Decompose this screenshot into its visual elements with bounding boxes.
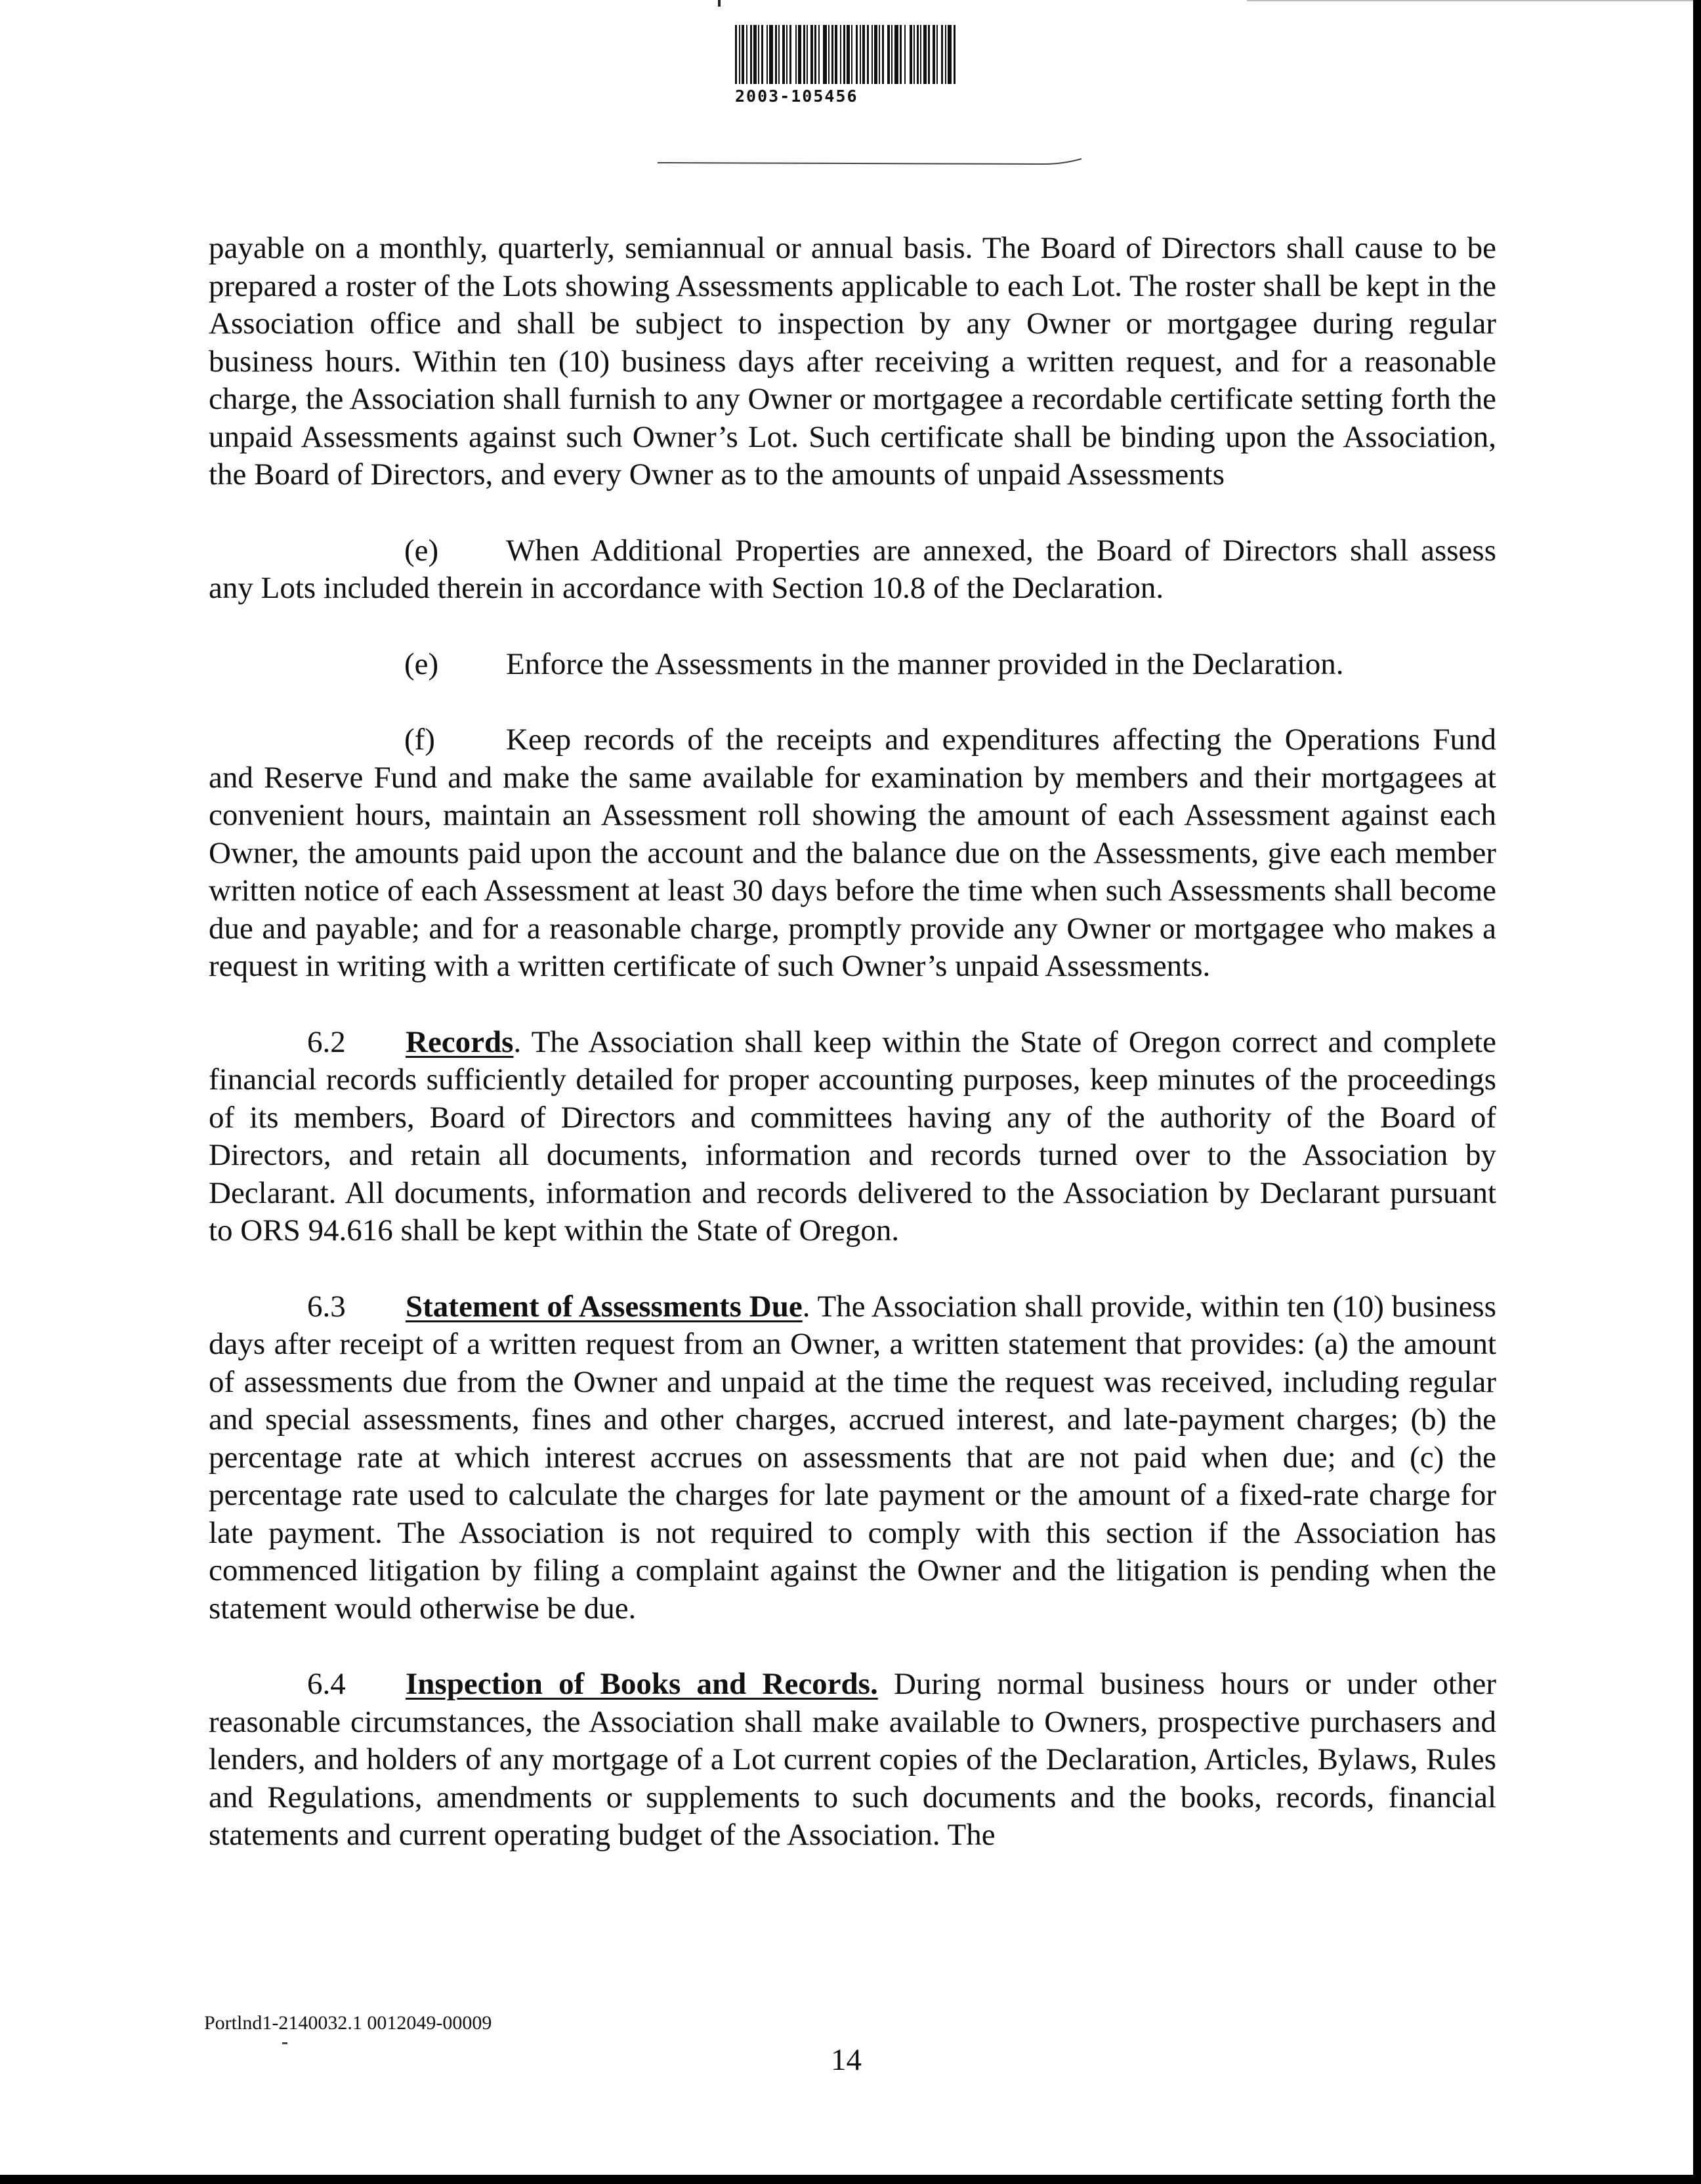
barcode-bar [775,25,777,84]
barcode-bar [753,25,757,84]
scan-edge-top [1247,0,1701,1]
recording-barcode [735,25,1037,110]
section-6-3-statement [209,1288,1496,1628]
barcode-bar [814,25,816,84]
document-body [209,230,1496,1893]
barcode-bar [831,25,833,84]
section-heading: Records [406,1024,514,1059]
section-text: During normal business hours or under other reasonable circumstances, the Association shall make available to Owners, prospective purchasers and lenders, and holders of any mortgage of a Lot current copies of the Declaration, Articles, Bylaws, Rules and Regulations, amendments or supplements to such documents and the books, records, financial statements and current operating budget of the Association. The [209,1667,1496,1852]
subsection-text: When Additional Properties are annexed, the Board of Directors shall assess any Lots included therein in accordance with Section 10.8 of the Declaration. [209,533,1496,605]
barcode-bar [900,25,902,84]
section-number: 6.4 [307,1667,346,1701]
footer-mark [282,2042,287,2044]
barcode-bar [874,25,877,84]
section-text: The Association shall provide, within ten (10) business days after receipt of a written request from an Owner, a written statement that provides: (a) the amount of assessments due from the Owner and unpaid at the time the request was received, including regular and special assessments, fines and other charges, accrued interest, and late-payment charges; (b) the percentage rate at which interest accrues on assessments that are not paid when due; and (c) the percentage rate used to calculate the charges for late payment or the amount of a fixed-rate charge for late payment. The Association is not required to comply with this section if the Association has commenced litigation by filing a complaint against the Owner and the litigation is pending when the statement would otherwise be due. [209,1289,1497,1626]
barcode-bar [882,25,884,84]
barcode-bar [894,25,898,84]
barcode-bar [810,25,813,84]
barcode-bar [761,25,763,84]
section-text: The Association shall keep within the State of Oregon correct and complete financial records sufficiently detailed for proper accounting purposes, keep minutes of the proceedings of its members, Board of Directors and committees having any of the authority of the Board of Directors, and retain all documents, information and records turned over to the Association by Declarant. All documents, information and records delivered to the Association by Declarant pursuant to ORS 94.616 shall be kept within the State of Oregon. [209,1024,1496,1248]
barcode-bar [823,25,827,84]
barcode-bar [739,25,740,84]
barcode-bar [786,25,788,84]
scan-edge-right [1693,0,1701,2184]
barcode-bar [936,25,938,84]
barcode-bar [954,25,956,84]
barcode-bar [891,25,892,84]
subsection-e-enforce [209,646,1496,684]
subsection-label: (f) [404,723,435,757]
section-6-2-records [209,1024,1496,1250]
section-heading-trail: . [513,1024,522,1059]
barcode-bar [941,25,943,84]
barcode-bar [769,25,773,84]
barcode-bar [789,25,791,84]
barcode-bar [945,25,946,84]
barcode-bar [840,25,841,84]
barcode-bar [766,25,768,84]
barcode-bar [923,25,927,84]
section-heading-trail: . [802,1289,810,1324]
barcode-bar [828,25,830,84]
scan-mark [718,0,721,7]
barcode-bar [920,25,921,84]
section-number: 6.3 [307,1289,346,1324]
barcode-bar [910,25,912,84]
barcode-bar [746,25,747,84]
barcode-bar [867,25,869,84]
barcode-bar [917,25,919,84]
subsection-label: (e) [404,646,439,681]
barcode-bar [856,25,858,84]
barcode-bar [798,25,801,84]
barcode-bar [778,25,780,84]
footer-document-reference: Portlnd1-2140032.1 0012049-00009 [204,2012,492,2034]
barcode-bar [742,25,744,84]
barcode-bar [851,25,852,84]
barcode-bar [803,25,805,84]
subsection-label: (e) [404,533,439,568]
scan-edge-bottom [0,2175,1701,2184]
subsection-text: Enforce the Assessments in the manner provided in the Declaration. [506,646,1344,681]
section-heading: Inspection of Books and Records. [406,1667,878,1701]
barcode-bar [872,25,873,84]
page-number: 14 [831,2043,862,2077]
barcode-bar [835,25,837,84]
barcode-bar [843,25,845,84]
section-number: 6.2 [307,1024,346,1059]
barcode-bar [887,25,890,84]
barcode-bar [818,25,820,84]
subsection-f-records [209,721,1496,986]
barcode-bar [795,25,797,84]
barcode-image [735,25,1030,84]
barcode-number: 2003-105456 [735,87,858,106]
barcode-bar [782,25,785,84]
recording-stamp-line [656,156,1083,169]
subsection-text: Keep records of the receipts and expenditures affecting the Operations Fund and Reserve Fund and make the same available for examination by members and their mortgagees at convenient hours, maintain an Assessment roll showing the amount of each Assessment against each Owner, the amounts paid upon the account and the balance due on the Assessments, give each member written notice of each Assessment at least 30 days before the time when such Assessments shall become due and payable; and for a reasonable charge, promptly provide any Owner or mortgagee who makes a request in writing with a written certificate of such Owner’s unpaid Assessments. [209,723,1496,983]
subsection-e-annex [209,532,1496,608]
section-6-4-inspection [209,1666,1496,1855]
section-heading: Statement of Assessments Due [406,1289,803,1324]
barcode-bar [914,25,915,84]
barcode-bar [904,25,906,84]
barcode-bar [758,25,759,84]
barcode-bar [735,25,737,84]
barcode-bar [862,25,865,84]
barcode-bar [879,25,880,84]
barcode-bar [933,25,935,84]
barcode-bar [847,25,850,84]
continuation-paragraph: payable on a monthly, quarterly, semiannual or annual basis. The Board of Directors shall cause to be prepared a roster of the Lots showing Assessments applicable to each Lot. The roster shall be kept in the Association office and shall be subject to inspection by any Owner or mortgagee during regular business hours. Within ten (10) business days after receiving a written request, and for a reasonable charge, the Association shall furnish to any Owner or mortgagee a recordable certificate setting forth the unpaid Assessments against such Owner’s Lot. Such certificate shall be binding upon the Association, the Board of Directors, and every Owner as to the amounts of unpaid Assessments [209,231,1496,492]
barcode-bar [928,25,930,84]
barcode-bar [860,25,861,84]
barcode-bar [948,25,952,84]
barcode-bar [750,25,752,84]
barcode-bar [807,25,808,84]
